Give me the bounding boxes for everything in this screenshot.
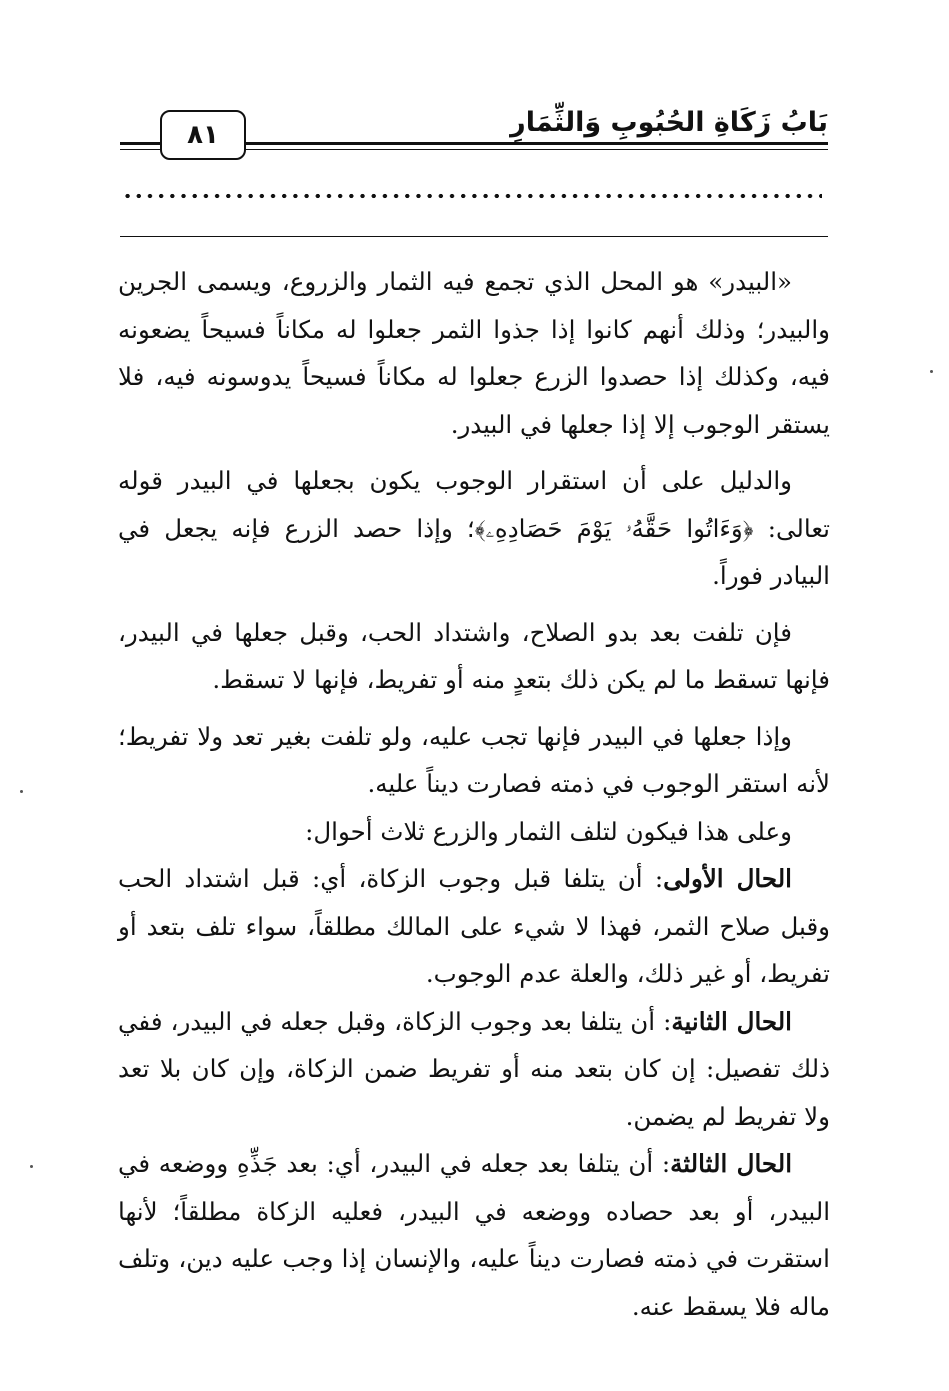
dotted-divider <box>122 190 822 202</box>
page-header <box>120 100 828 170</box>
case-text: : أن يتلفا قبل وجوب الزكاة، أي: قبل اشتداد الحب وقبل صلاح الثمر، فهذا لا شيء على المالك مطلقاً، سواء تلف بتعد أو تفريط، أو غير ذلك، والعلة عدم الوجوب. <box>118 864 830 988</box>
case-paragraph <box>118 855 830 998</box>
scan-speck <box>930 370 933 373</box>
paragraph: وإذا جعلها في البيدر فإنها تجب عليه، ولو تلفت بغير تعد ولا تفريط؛ لأنه استقر الوجوب في ذمته فصارت ديناً عليه. <box>118 721 830 798</box>
page-number: ٨١ <box>160 110 246 160</box>
scan-speck <box>20 790 23 793</box>
separator-line <box>120 236 828 237</box>
case-text: : أن يتلفا بعد جعله في البيدر، أي: بعد جَذِّهِ ووضعه في البيدر، أو بعد حصاده ووضعه في البيدر، فعليه الزكاة مطلقاً؛ لأنها استقرت في ذمته فصارت ديناً عليه، والإنسان إذا وجب عليه دين، وتلف ماله فلا يسقط عنه. <box>118 1149 830 1321</box>
page-body <box>118 258 830 1330</box>
paragraph: فإن تلفت بعد بدو الصلاح، واشتداد الحب، وقبل جعلها في البيدر، فإنها تسقط ما لم يكن ذلك بتعدٍ منه أو تفريط، فإنها لا تسقط. <box>118 617 830 694</box>
case-text: : أن يتلفا بعد وجوب الزكاة، وقبل جعله في البيدر، ففي ذلك تفصيل: إن كان بتعد منه أو تفريط ضمن الزكاة، وإن كان بلا تعد ولا تفريط لم يضمن. <box>118 1006 830 1131</box>
case-label: الحال الأولى <box>663 864 792 893</box>
chapter-title: بَابُ زَكَاةِ الحُبُوبِ وَالثِّمَارِ <box>502 106 828 140</box>
scan-speck <box>30 1165 33 1168</box>
paragraph: «البيدر» هو المحل الذي تجمع فيه الثمار والزروع، ويسمى الجرين والبيدر؛ وذلك أنهم كانوا إذا جذوا الثمر جعلوا له مكاناً فسيحاً يضعونه فيه، وكذلك إذا حصدوا الزرع جعلوا له مكاناً فسيحاً يدوسونه فيه، فلا يستقر الوجوب إلا إذا جعلها في البيدر. <box>118 267 830 439</box>
case-paragraph <box>118 1140 830 1330</box>
paragraph: والدليل على أن استقرار الوجوب يكون بجعلها في البيدر قوله تعالى: ﴿وَءَاتُوا حَقَّهُۥ يَوْمَ حَصَادِهِۦ﴾؛ وإذا حصد الزرع فإنه يجعل في البيادر فوراً. <box>118 466 830 590</box>
case-paragraph <box>118 998 830 1141</box>
case-label: الحال الثانية <box>671 1006 792 1036</box>
case-label: الحال الثالثة <box>670 1149 793 1178</box>
paragraph: وعلى هذا فيكون لتلف الثمار والزرع ثلاث أحوال: <box>305 816 792 846</box>
